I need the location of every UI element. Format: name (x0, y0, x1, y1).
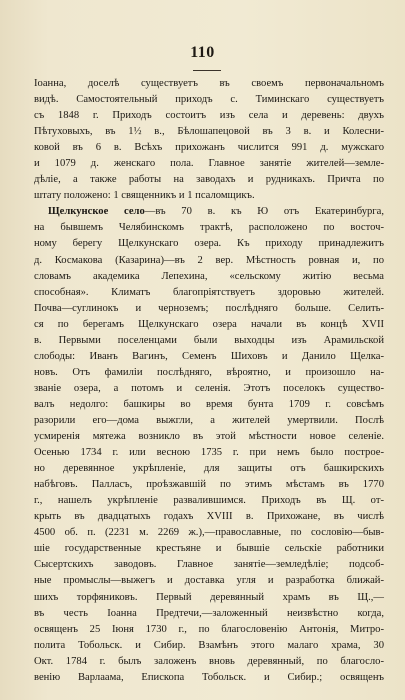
text-line (34, 140, 384, 156)
text-line-content: набѣговъ. Палласъ, проѣзжавшій по этимъ мѣстамъ въ 1770 (34, 479, 384, 491)
text-line-content: Окт. 1784 г. былъ заложенъ вновь деревянный, по благосло- (34, 655, 384, 667)
text-line-content: дѣліе, а также работы на заводахъ и рудникахъ. Причта по (34, 174, 384, 186)
text-line-content: в. Первыми поселенцами были выходцы изъ Арамильской (34, 334, 384, 346)
text-line (34, 285, 384, 301)
page-number: 110 (190, 44, 215, 61)
text-line-content: усмиренія мятежа возникло въ этой мѣстности новое селеніе. (34, 431, 384, 443)
text-line (34, 253, 384, 269)
section-heading: Щелкунское село (48, 206, 145, 218)
text-line-content: званіе озера, а потомъ и селенія. Этотъ поселокъ существо- (34, 382, 384, 394)
text-line-content: Сысертскихъ заводовъ. Главное занятіе—земледѣліе; подсоб- (34, 559, 384, 571)
text-line (34, 413, 384, 429)
text-line-content: валъ недолго: башкиры во время бунта 1709 г. совсѣмъ (34, 398, 384, 410)
text-line (34, 654, 384, 670)
text-line (34, 638, 384, 654)
text-line (34, 220, 384, 236)
text-line (34, 156, 384, 172)
text-line (34, 269, 384, 285)
text-line-content: крыть въ двадцатыхъ годахъ XVIII в. Прихожане, въ числѣ (34, 511, 384, 523)
text-line (34, 557, 384, 573)
text-line-content: 4500 об. п. (2231 м. 2269 ж.),—православные, по сословію—быв- (34, 527, 384, 539)
text-line (34, 606, 384, 622)
text-line-content: ные промыслы—выжегъ и доставка угля и разработка ближай- (34, 575, 384, 587)
text-line-content: Почва—суглинокъ и черноземъ; послѣдняго больше. Селить- (34, 302, 384, 314)
text-line-content: Пѣтуховыхъ, въ 1½ в., Бѣлошапецовой въ 3 в. и Колесни- (34, 126, 384, 138)
text-line-content: ному берегу Щелкунскаго озера. Къ приходу принадлежитъ (34, 238, 384, 250)
text-line-content: но деревянное укрѣпленіе, для защиты отъ башкирскихъ (34, 463, 384, 475)
text-line-content: —въ 70 в. къ Ю отъ Екатеринбурга, (144, 206, 384, 218)
text-line (34, 461, 384, 477)
text-line (34, 365, 384, 381)
text-line-content: и 1079 д. женскаго пола. Главное занятіе жителей—земле- (34, 158, 384, 170)
text-line-content: разорили его—дома выжгли, а жителей умертвили. Послѣ (34, 414, 384, 426)
text-line (34, 349, 384, 365)
text-line-content: ся по берегамъ Щелкунскаго озера начали въ концѣ XVII (34, 318, 384, 330)
text-line-content: словамъ академика Лепехина, «сельскому житію весьма (34, 270, 384, 282)
text-line (34, 670, 384, 686)
text-line-content: г., нашелъ укрѣпленіе развалившимся. Приходъ въ Щ. от- (34, 495, 384, 507)
text-line (34, 541, 384, 557)
text-line (34, 445, 384, 461)
text-line-content: ковой въ 6 в. Всѣхъ прихожанъ числится 991 д. мужскаго (34, 142, 384, 154)
text-line (34, 509, 384, 525)
text-line (34, 397, 384, 413)
text-line-content: освященъ 25 Іюня 1730 г., по благословенію Антонія, Митро- (34, 623, 384, 635)
header-rule (193, 70, 221, 71)
text-line-content: полита Тобольск. и Сибир. Взамѣнъ этого малаго храма, 30 (34, 639, 384, 651)
text-line (34, 622, 384, 638)
text-line (34, 429, 384, 445)
text-line-content: штату положено: 1 священникъ и 1 псаломщикъ. (34, 190, 255, 202)
text-line-content: способная». Климатъ благопріятствуетъ здоровью жителей. (34, 286, 384, 298)
text-line (34, 108, 384, 124)
text-line-content: д. Космакова (Казарина)—въ 2 вер. Мѣстность ровная и, по (34, 254, 384, 266)
text-line-content: шіе государственные крестьяне и бывшіе сельскіе работники (34, 543, 384, 555)
text-line (34, 172, 384, 188)
text-line (34, 477, 384, 493)
text-line-content: шихъ торфяниковъ. Первый деревянный храмъ въ Щ.,— (34, 591, 384, 603)
text-line-content: въ честь Іоанна Предтечи,—заложенный неизвѣстно когда, (34, 607, 384, 619)
text-line-content: видѣ. Самостоятельный приходъ с. Тиминскаго существуетъ (34, 94, 384, 106)
text-line-content: на бывшемъ Челябинскомъ трактѣ, расположено по восточ- (34, 222, 384, 234)
text-line (34, 188, 384, 204)
text-line (34, 381, 384, 397)
text-line-content: слободы: Иванъ Вагинъ, Семенъ Шиховъ и Данило Щелка- (34, 350, 384, 362)
text-line-content: венію Варлаама, Епископа Тобольск. и Сибир.; освященъ (34, 671, 384, 683)
text-line (34, 573, 384, 589)
text-line-content: новъ. Отъ фамиліи послѣдняго, вѣроятно, и произошло на- (34, 366, 384, 378)
text-line-content: съ 1848 г. Приходъ состоитъ изъ села и деревень: двухъ (34, 110, 384, 122)
text-line (34, 124, 384, 140)
text-line (34, 301, 384, 317)
body-text (34, 76, 384, 686)
text-line (34, 92, 384, 108)
text-line (34, 317, 384, 333)
text-line (34, 525, 384, 541)
text-line (34, 590, 384, 606)
text-line-content: Осенью 1734 г. или весною 1735 г. при немъ было построе- (34, 447, 384, 459)
text-line-content: Іоанна, доселѣ существуетъ въ своемъ первоначальномъ (34, 78, 384, 89)
text-line (34, 493, 384, 509)
text-line (34, 76, 384, 92)
text-line (34, 204, 384, 220)
text-line (34, 333, 384, 349)
text-line (34, 236, 384, 252)
